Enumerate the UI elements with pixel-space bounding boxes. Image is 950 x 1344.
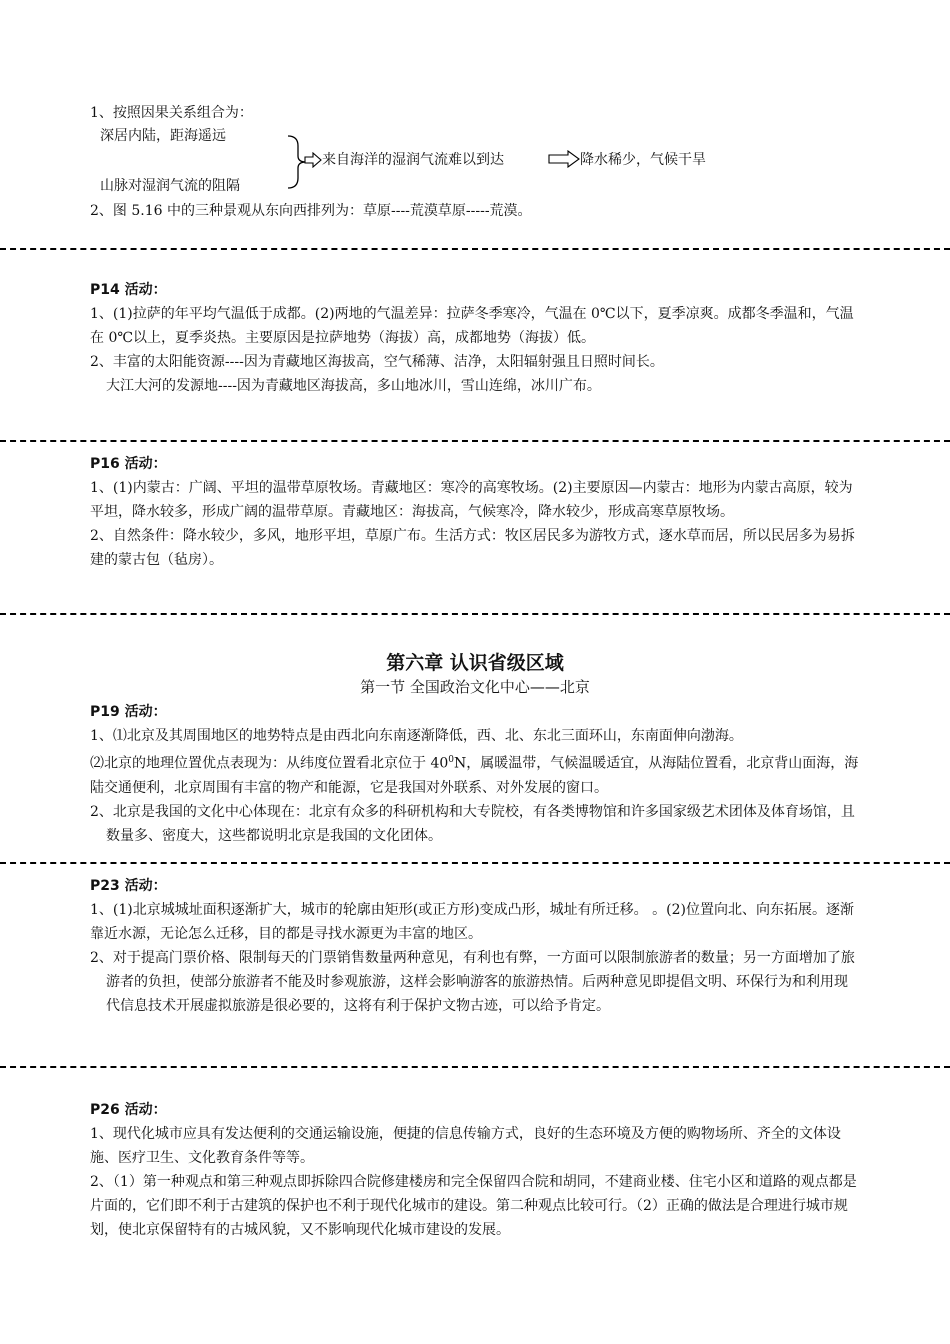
chapter-title: 第六章 认识省级区域 xyxy=(386,652,564,674)
answer-text: 2、丰富的太阳能资源----因为青藏地区海拔高，空气稀薄、洁净，太阳辐射强且日照时间长。 xyxy=(90,354,664,370)
divider xyxy=(0,613,950,615)
section-heading: P16 活动： xyxy=(90,456,167,472)
answer-text: ⑵北京的地理位置优点表现为：从纬度位置看北京位于 $40^0N$，属暖温带，气候温暖适宜，从海陆位置看，北京背山面海，海陆交通便利，北京周围有丰富的物产和能源，它是我国对外联系、对外发展的窗口。 xyxy=(90,755,859,796)
answer-text: 1、(1)内蒙古：广阔、平坦的温带草原牧场。青藏地区：寒冷的高寒牧场。(2)主要原因—内蒙古：地形为内蒙古高原，较为平坦，降水较多，形成广阔的温带草原。青藏地区：海拔高，气候寒冷，降水较少，形成高寒草原牧场。 xyxy=(90,480,853,520)
p26-section xyxy=(90,1098,860,1242)
section-title: 第一节 全国政治文化中心——北京 xyxy=(360,678,590,696)
answer-text: 1、现代化城市应具有发达便利的交通运输设施，便捷的信息传输方式，良好的生态环境及方便的购物场所、齐全的文体设施、医疗卫生、文化教育条件等等。 xyxy=(90,1126,841,1166)
effect-2: 降水稀少，气候干旱 xyxy=(580,152,706,168)
divider xyxy=(0,248,950,250)
answer-text: 2、北京是我国的文化中心体现在：北京有众多的科研机构和大专院校，有各类博物馆和许多国家级艺术团体及体育场馆，且数量多、密度大，这些都说明北京是我国的文化团体。 xyxy=(90,803,855,844)
divider xyxy=(0,1066,950,1068)
answer-text: 1、⑴北京及其周围地区的地势特点是由西北向东南逐渐降低，西、北、东北三面环山，东南面伸向渤海。 xyxy=(90,728,743,744)
answer-text: 2、自然条件：降水较少，多风，地形平坦，草原广布。生活方式：牧区居民多为游牧方式，逐水草而居，所以民居多为易拆建的蒙古包（毡房）。 xyxy=(90,528,855,568)
answer-text: 1、(1)拉萨的年平均气温低于成都。(2)两地的气温差异：拉萨冬季寒冷，气温在 0℃以下，夏季凉爽。成都冬季温和，气温在 0℃以上，夏季炎热。主要原因是拉萨地势（海拔）高，成都地势（海拔）低。 xyxy=(90,306,854,346)
divider xyxy=(0,440,950,442)
p14-section xyxy=(90,278,860,398)
answer-text: 2、对于提高门票价格、限制每天的门票销售数量两种意见，有利也有弊，一方面可以限制旅游者的数量；另一方面增加了旅游者的负担，使部分旅游者不能及时参观旅游，这样会影响游客的旅游热情。后两种意见即提倡文明、环保行为和利用现代信息技术开展虚拟旅游是很必要的，这将有利于保护文物古迹，可以给予肯定。 xyxy=(90,950,855,1014)
q1-label: 1、按照因果关系组合为： xyxy=(90,105,253,121)
answer-text: 1、(1)北京城城址面积逐渐扩大，城市的轮廓由矩形(或正方形)变成凸形，城址有所迁移。 。(2)位置向北、向东拓展。逐渐靠近水源，无论怎么迁移，目的都是寻找水源更为丰富的地区。 xyxy=(90,902,854,942)
section-heading: P23 活动： xyxy=(90,878,167,894)
section-heading: P26 活动： xyxy=(90,1102,167,1118)
p23-section xyxy=(90,874,860,1018)
q2-text: 2、图 5.16 中的三种景观从东向西排列为：草原----荒漠草原-----荒漠。 xyxy=(90,203,532,219)
divider xyxy=(0,862,950,864)
hollow-arrow-icon xyxy=(304,152,322,168)
section-heading: P19 活动： xyxy=(90,704,167,720)
p19-section xyxy=(90,700,860,848)
p16-section xyxy=(90,452,860,572)
double-arrow-icon xyxy=(548,150,580,168)
answer-text: 大江大河的发源地----因为青藏地区海拔高，多山地冰川，雪山连绵，冰川广布。 xyxy=(106,378,601,394)
section-heading: P14 活动： xyxy=(90,282,167,298)
cause-1: 深居内陆，距海遥远 xyxy=(100,128,226,144)
answer-text: 2、（1）第一种观点和第三种观点即拆除四合院修建楼房和完全保留四合院和胡同，不建商业楼、住宅小区和道路的观点都是片面的，它们即不利于古建筑的保护也不利于现代化城市的建设。第二种观点比较可行。（2）正确的做法是合理进行城市规划，使北京保留特有的古城风貌，又不影响现代化城市建设的发展。 xyxy=(90,1174,857,1238)
effect-1: 来自海洋的湿润气流难以到达 xyxy=(322,152,504,168)
cause-2: 山脉对湿润气流的阻隔 xyxy=(100,178,240,194)
